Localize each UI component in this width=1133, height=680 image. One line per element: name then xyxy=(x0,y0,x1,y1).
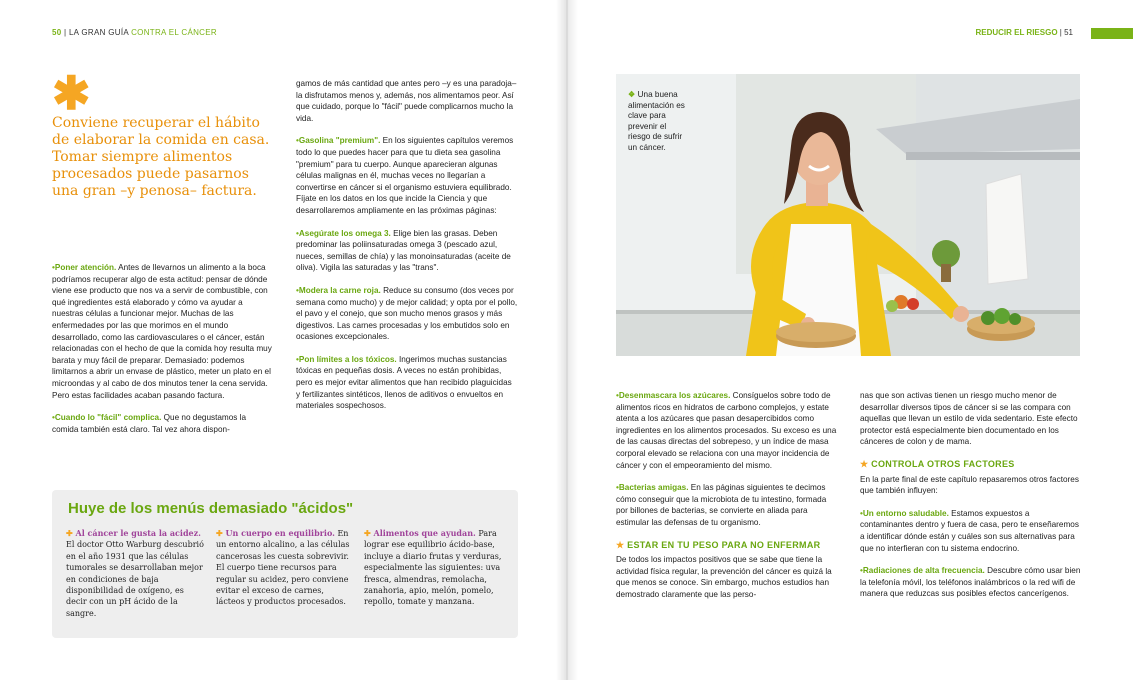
folio-title-accent: CONTRA EL CÁNCER xyxy=(131,28,217,37)
section-heading: ★ ESTAR EN TU PESO PARA NO ENFERMAR xyxy=(616,539,821,550)
paragraph: •Desenmascara los azúcares. Consíguelos sobre todo de alimentos ricos en hidratos de carbono complejos, y estate atenta a los azúcares que pasan desapercibidos como ingredientes en los alimentos procesados. Su exceso es una de las causas directas del sobrepeso, y un índice de masa corporal elevado se relaciona con una mayor incidencia de cáncer y con el empeoramiento del mismo. xyxy=(616,391,837,470)
photo-caption: ❖ Una buena alimentación es clave para prevenir el riesgo de sufrir un cáncer. xyxy=(628,90,685,152)
right-column-2 xyxy=(860,390,1082,611)
left-column-1 xyxy=(52,262,272,446)
box-title: Huye de los menús demasiado "ácidos" xyxy=(68,500,354,517)
box-column-2: ✚ Un cuerpo en equilibrio. En un entorno alcalino, a las células cancerosas les cuesta sobrevivir. El cuerpo tiene recursos para regular su acidez, pero conviene evitar el exceso de carnes, lácteos y productos procesados. xyxy=(216,528,350,607)
paragraph: gamos de más cantidad que antes pero –y es una paradoja– la disfrutamos menos y, además, nos alimentamos peor. Así que cuidado, porque lo "fácil" puede complicarnos mucho la vida. xyxy=(296,79,517,123)
paragraph: En la parte final de este capítulo repasaremos otros factores que también influyen: xyxy=(860,474,1079,496)
box-column-3: ✚ Alimentos que ayudan. Para lograr ese equilibrio ácido-base, incluye a diario frutas y verduras, especialmente las siguientes: uva fresca, almendras, remolacha, zanahoria, apio, melón, pomelo, repollo, tomate y manzana. xyxy=(364,528,502,607)
paragraph: •Bacterias amigas. En las páginas siguientes te decimos cómo conseguir que la microbiota de tu intestino, formada por billones de bacterias, se convierte en aliada para estimular las defensas de tu organismo. xyxy=(616,483,827,527)
book-gutter xyxy=(556,0,578,680)
paragraph: •Cuando lo "fácil" complica. Que no degustamos la comida también está claro. Tal vez ahora dispon- xyxy=(52,413,247,434)
left-folio: 50 | LA GRAN GUÍA CONTRA EL CÁNCER xyxy=(52,28,217,37)
right-column-1 xyxy=(616,390,838,612)
green-tab xyxy=(1091,28,1133,39)
folio-title: LA GRAN GUÍA xyxy=(68,28,129,37)
paragraph: nas que son activas tienen un riesgo mucho menor de desarrollar diversos tipos de cáncer si se las compara con aquellas que llevan un estilo de vida sedentario. Este efecto protector está especialmente bien documentado en los cánceres de colon y de mama. xyxy=(860,391,1078,447)
lead-paragraph: Conviene recuperar el hábito de elaborar la comida en casa. Tomar siempre alimentos procesados puede pasarnos una gran –y penosa– factura. xyxy=(52,115,270,199)
box-column-1: ✚ Al cáncer le gusta la acidez. El doctor Otto Warburg descubrió en el año 1931 que las células tumorales se desarrollaban mejor en condiciones de baja disponibilidad de oxígeno, es decir con un pH ácido de la sangre. xyxy=(66,528,204,618)
left-column-2 xyxy=(296,78,518,423)
acidic-menus-box xyxy=(52,490,518,638)
page-number: 51 xyxy=(1064,28,1073,37)
paragraph: •Poner atención. Antes de llevarnos un alimento a la boca podríamos recuperar algo de esta actitud: pensar de dónde viene ese producto que nos va a servir de combustible, con qué ingredientes está elaborado y cómo va ayudar a nuestras células a funcionar mejor. Muchas de las enfermedades por las que morimos en el mundo desarrollado, como las cardiovasculares o el cáncer, están relacionadas con el hecho de que la comida hoy resulta muy barata y muy fácil de preparar. Demasiado: podemos limitarnos a abrir un envase de plástico, meter un plato en el microondas y al cabo de dos minutos tener la cena servida. Pero estas facilidades acaban pasando factura. xyxy=(52,263,272,400)
paragraph: •Pon límites a los tóxicos. Ingerimos muchas sustancias tóxicas en pequeñas dosis. A veces no están prohibidas, pero es mejor evitar alimentos que han recibido plaguicidas y fertilizantes sintéticos, llenos de aditivos o envueltos en materiales sospechosos. xyxy=(296,354,512,411)
paragraph: •Radiaciones de alta frecuencia. Descubre cómo usar bien la telefonía móvil, los teléfonos inalámbricos o la red wifi de manera que reduzcas sus posibles efectos cancerígenos. xyxy=(860,566,1081,599)
page-number: 50 xyxy=(52,28,62,37)
section-heading: ★ CONTROLA OTROS FACTORES xyxy=(860,458,1015,469)
paragraph: De todos los impactos positivos que se sabe que tiene la actividad física regular, la prevención del cáncer es quizá la que menos se conoce. Sin embargo, muchos estudios han demostrado claramente que las perso- xyxy=(616,555,832,599)
paragraph: •Gasolina "premium". En los siguientes capítulos veremos todo lo que puedes hacer para que tu dieta sea gasolina "premium" para tu cuerpo. Aunque aparecieran algunas células malignas en él, muchas veces no llegarían a convertirse en cáncer si el organismo estuviera equilibrado. Fíjate en los datos en los que incide la Ciencia y que desarrollaremos ampliamente en las próximas páginas: xyxy=(296,136,514,215)
paragraph: •Asegúrate los omega 3. Elige bien las grasas. Deben predominar las poliinsaturadas omega 3 (pescado azul, nueces, semillas de chía) y las monoinsaturadas (aceite de oliva). Vigila las saturadas y las "trans". xyxy=(296,228,511,273)
paragraph: •Un entorno saludable. Estamos expuestos a contaminantes dentro y fuera de casa, pero te enseñaremos a identificar dónde están y cuáles son sus alternativas para que no interfieran con tu sistema endocrino. xyxy=(860,508,1079,553)
right-folio: REDUCIR EL RIESGO | 51 xyxy=(975,28,1073,37)
folio-title: REDUCIR EL RIESGO xyxy=(975,28,1058,37)
paragraph: •Modera la carne roja. Reduce su consumo (dos veces por semana como mucho) y de mejor calidad; y opta por el pollo, el pavo y el conejo, que son mucho menos grasos y más digestivos. Las carnes procesadas y los embutidos solo en ocasiones excepcionales. xyxy=(296,285,518,342)
asterisk-icon: ✱ xyxy=(52,67,91,119)
